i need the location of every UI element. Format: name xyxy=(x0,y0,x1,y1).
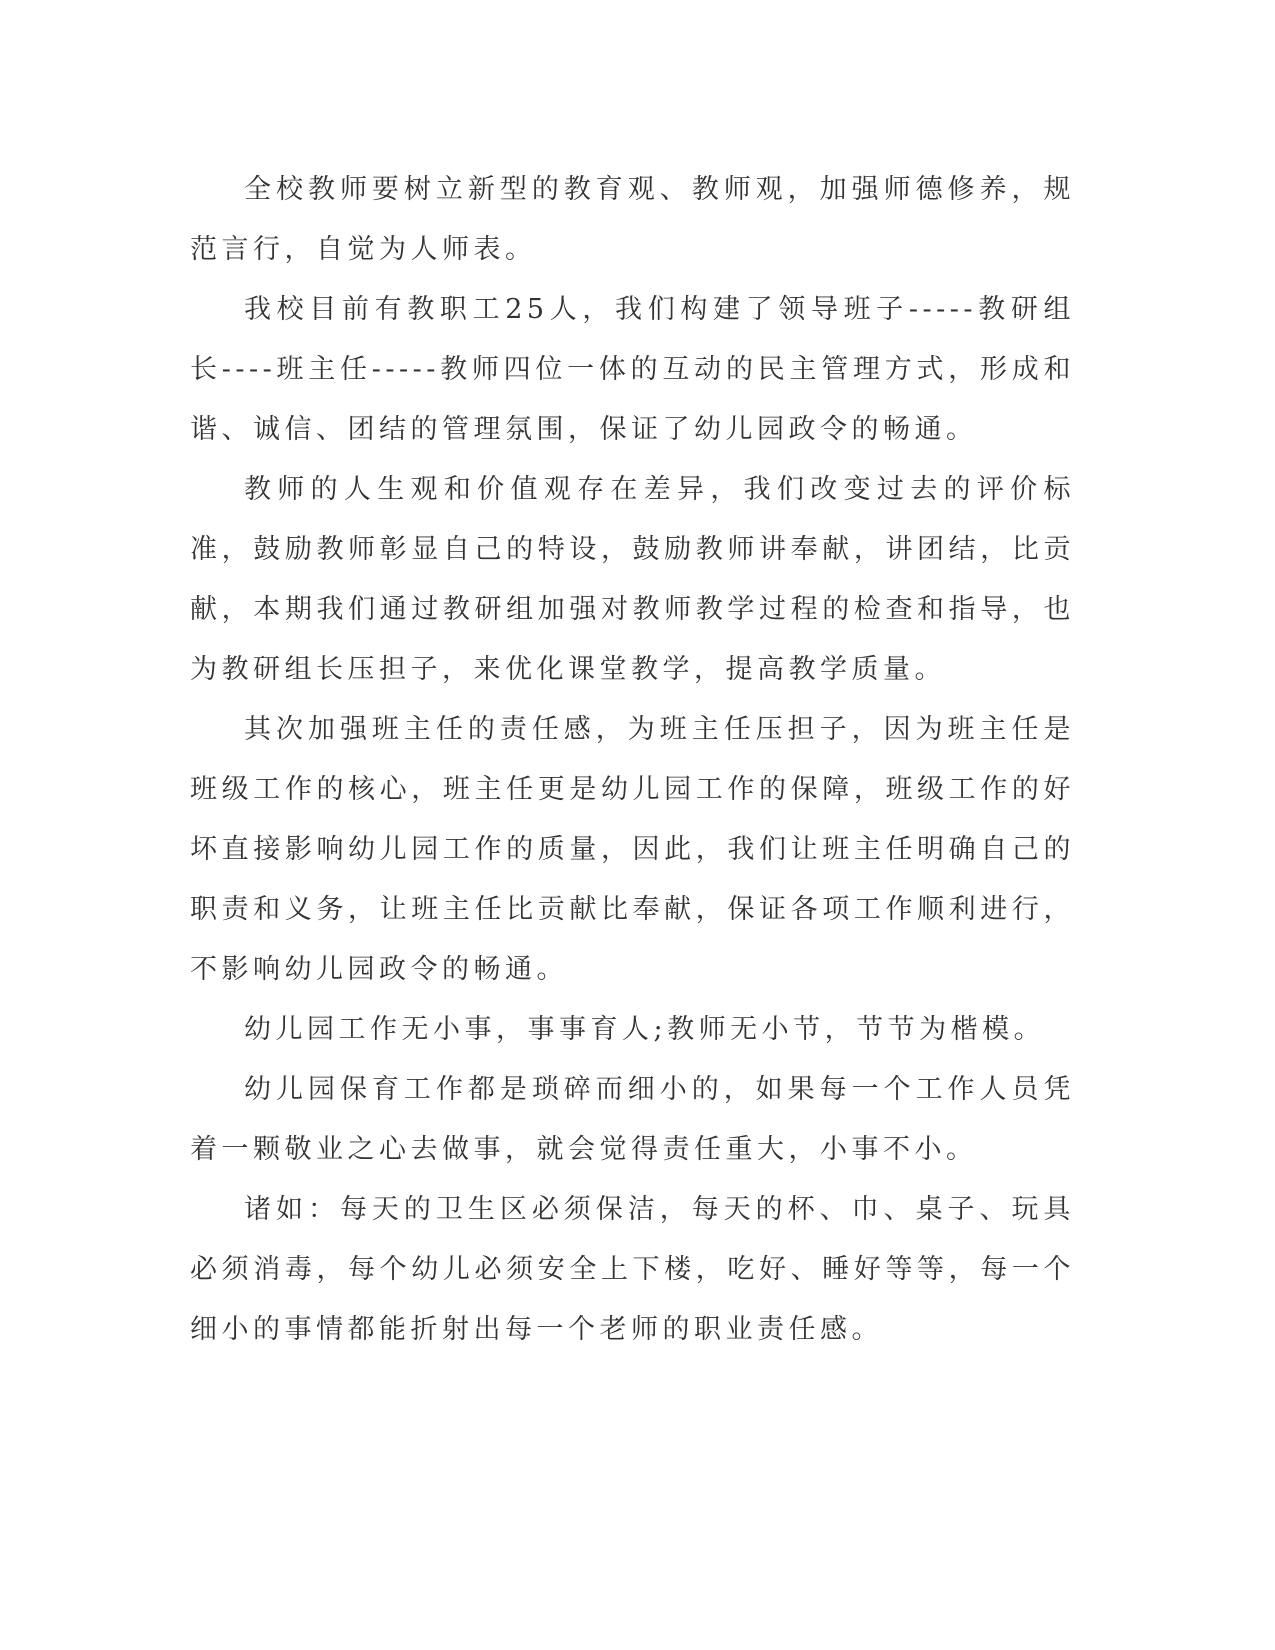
paragraph: 诸如：每天的卫生区必须保洁，每天的杯、巾、桌子、玩具必须消毒，每个幼儿必须安全上下楼，吃好、睡好等等，每一个细小的事情都能折射出每一个老师的职业责任感。 xyxy=(190,1194,1075,1345)
paragraph: 全校教师要树立新型的教育观、教师观，加强师德修养，规范言行，自觉为人师表。 xyxy=(190,174,1075,265)
paragraph: 幼儿园保育工作都是琐碎而细小的，如果每一个工作人员凭着一颗敬业之心去做事，就会觉得责任重大，小事不小。 xyxy=(190,1074,1075,1165)
document-body xyxy=(190,160,1075,1360)
paragraph: 幼儿园工作无小事，事事育人;教师无小节，节节为楷模。 xyxy=(244,1014,1046,1045)
paragraph: 教师的人生观和价值观存在差异，我们改变过去的评价标准，鼓励教师彰显自己的特设，鼓励教师讲奉献，讲团结，比贡献，本期我们通过教研组加强对教师教学过程的检查和指导，也为教研组长压担子，来优化课堂教学，提高教学质量。 xyxy=(190,474,1075,685)
paragraph: 我校目前有教职工25人，我们构建了领导班子-----教研组长----班主任-----教师四位一体的互动的民主管理方式，形成和谐、诚信、团结的管理氛围，保证了幼儿园政令的畅通。 xyxy=(190,294,1075,445)
paragraph: 其次加强班主任的责任感，为班主任压担子，因为班主任是班级工作的核心，班主任更是幼儿园工作的保障，班级工作的好坏直接影响幼儿园工作的质量，因此，我们让班主任明确自己的职责和义务，让班主任比贡献比奉献，保证各项工作顺利进行，不影响幼儿园政令的畅通。 xyxy=(190,714,1075,985)
